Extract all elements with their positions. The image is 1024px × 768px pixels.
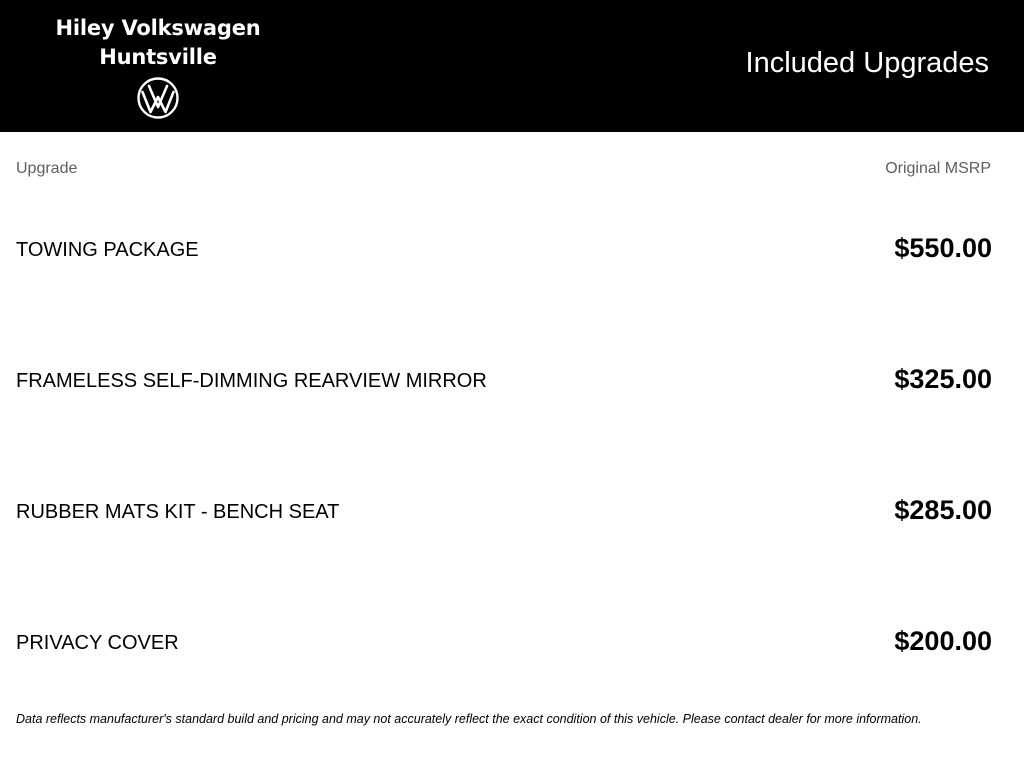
disclaimer-text: Data reflects manufacturer's standard build and pricing and may not accurately reflect the exact condition of this vehicle. Please contact dealer for more information. <box>16 712 922 726</box>
dealer-logo <box>52 14 264 120</box>
upgrade-row <box>0 623 1024 663</box>
volkswagen-logo-icon <box>136 76 180 120</box>
page-header <box>0 0 1024 132</box>
dealer-name-line1: Hiley Volkswagen <box>55 16 261 40</box>
upgrade-name: TOWING PACKAGE <box>16 239 199 261</box>
upgrade-row <box>0 492 1024 532</box>
upgrade-name: PRIVACY COVER <box>16 632 179 654</box>
column-header-upgrade: Upgrade <box>16 160 78 177</box>
upgrade-price: $550.00 <box>894 233 992 263</box>
upgrade-price: $325.00 <box>894 364 992 394</box>
upgrade-name: FRAMELESS SELF-DIMMING REARVIEW MIRROR <box>16 370 487 392</box>
upgrade-price: $200.00 <box>894 626 992 656</box>
column-header-msrp: Original MSRP <box>885 160 991 177</box>
upgrade-row <box>0 361 1024 401</box>
upgrade-name: RUBBER MATS KIT - BENCH SEAT <box>16 501 340 523</box>
upgrade-price: $285.00 <box>894 495 992 525</box>
upgrade-row <box>0 230 1024 270</box>
dealer-name-line2: Huntsville <box>99 45 217 69</box>
page-title: Included Upgrades <box>745 47 989 79</box>
